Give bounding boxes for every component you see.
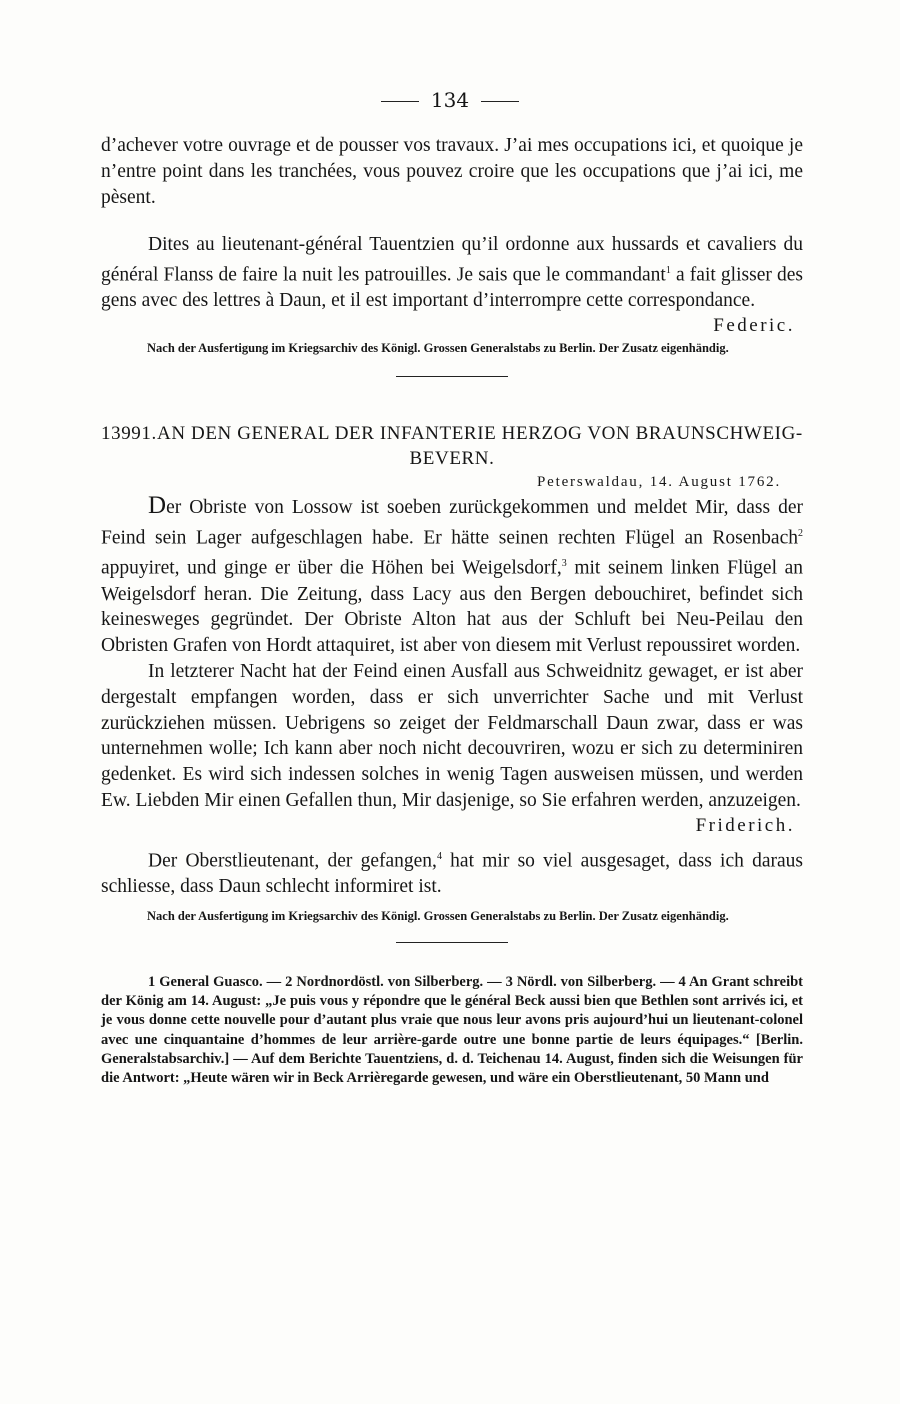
header-dash-left <box>381 101 419 102</box>
letter2-recipient: AN DEN GENERAL DER INFANTERIE HERZOG VON BRAUNSCHWEIG-BEVERN. <box>157 423 803 470</box>
letter1-source-note: Nach der Ausfertigung im Kriegsarchiv des Königl. Grossen Generalstabs zu Berlin. Der Zusatz eigenhändig. <box>147 341 729 356</box>
letter2-signature: Friderich. <box>695 814 795 836</box>
letter2-para1-text-b: appuyiret, und ginge er über die Höhen bei Weigelsdorf, <box>101 557 562 579</box>
page-number: 134 <box>430 88 470 112</box>
letter2-paragraph-1 <box>101 493 803 659</box>
letter2-para3-text-a: Der Oberstlieutenant, der gefangen, <box>148 850 437 872</box>
letter1-para2-text-b: a fait glisser des gens avec des lettres à Daun, et il est important d’interrompre cette correspondance. <box>101 264 803 312</box>
letter2-paragraph-2: In letzterer Nacht hat der Feind einen Ausfall aus Schweidnitz gewaget, er ist aber dergestalt empfangen worden, dass er sich unverrichter Sache und mit Verlust zurückziehen müssen. Uebrigens so zeiget der Feldmarschall Daun zwar, dass er was unternehmen wolle; Ich kann aber noch nicht decouvriren, wozu er sich zu determiniren gedenket. Es wird sich indessen solches in wenig Tagen ausweisen müssen, und werden Ew. Liebden Mir einen Gefallen thun, Mir dasjenige, so Sie erfahren werden, anzuzeigen. <box>101 661 803 812</box>
drop-capital: D <box>148 492 167 520</box>
footnote-ref-2: 2 <box>798 528 803 540</box>
footnote-ref-1: 1 <box>665 265 671 277</box>
footnote-text: 1 General Guasco. — 2 Nordnordöstl. von Silberberg. — 3 Nördl. von Silberberg. — 4 An Grant schreibt der König am 14. August: „Je puis vous y répondre que le général Beck aussi bien que Bethlen sont arrivés ici, et je vous donne cette nouvelle pour d’autant plus vraie que nous leur avons pris aujourd’hui un lieutenant-colonel avec une cinquantaine d’hommes de leur arrière-garde outre une bonne partie de leurs équipages.“ [Berlin. Generalstabsarchiv.] — Auf dem Berichte Tauentziens, d. d. Teichenau 14. August, finden sich die Weisungen für die Antwort: „Heute wären wir in Beck Arrièregarde gewesen, und wäre ein Oberstlieutenant, 50 Mann und <box>101 973 803 1086</box>
letter2-para3-text-b: hat mir so viel ausgesaget, dass ich daraus schliesse, dass Daun schlecht informiret ist. <box>101 850 803 898</box>
footnotes <box>101 973 803 1088</box>
letter1-signature: Federic. <box>713 315 795 337</box>
letter1-para2-text-a: Dites au lieutenant-général Tauentzien qu’il ordonne aux hussards et cavaliers du général Flanss de faire la nuit les patrouilles. Je sais que le commandant <box>101 234 803 286</box>
letter2-place-date: Peterswaldau, 14. August 1762. <box>537 474 781 491</box>
letter2-source-note: Nach der Ausfertigung im Kriegsarchiv des Königl. Grossen Generalstabs zu Berlin. Der Zusatz eigenhändig. <box>147 908 729 923</box>
header-dash-right <box>481 101 519 102</box>
letter1-paragraph-2 <box>101 232 803 314</box>
letter2-heading <box>101 421 803 471</box>
letter2-para1-text-c: mit seinem linken Flügel an Weigelsdorf heran. Die Zeitung, dass Lacy aus den Bergen debouchiret, befindet sich keinesweges gegründet. Der Obriste Alton hat aus der Schluft bei Neu-Peilau den Obristen Grafen von Hordt attaquiret, ist aber von diesem mit Verlust repoussiret worden. <box>101 557 803 657</box>
footnote-ref-4: 4 <box>436 850 442 862</box>
letter1-paragraph-1: d’achever votre ouvrage et de pousser vos travaux. J’ai mes occupations ici, et quoique je n’entre point dans les tranchées, vous pouvez croire que les occupations que j’ai ici, me pèsent. <box>101 135 803 208</box>
footnote-ref-3: 3 <box>561 558 567 570</box>
letter-number: 13991. <box>101 423 157 445</box>
letter2-paragraph-3 <box>101 844 803 900</box>
page-body <box>101 133 803 1088</box>
page-header <box>0 88 900 112</box>
letter2-para1-text-a: er Obriste von Lossow ist soeben zurückgekommen und meldet Mir, dass der Feind sein Lager aufgeschlagen habe. Er hätte seinen rechten Flügel an Rosenbach <box>101 497 803 549</box>
